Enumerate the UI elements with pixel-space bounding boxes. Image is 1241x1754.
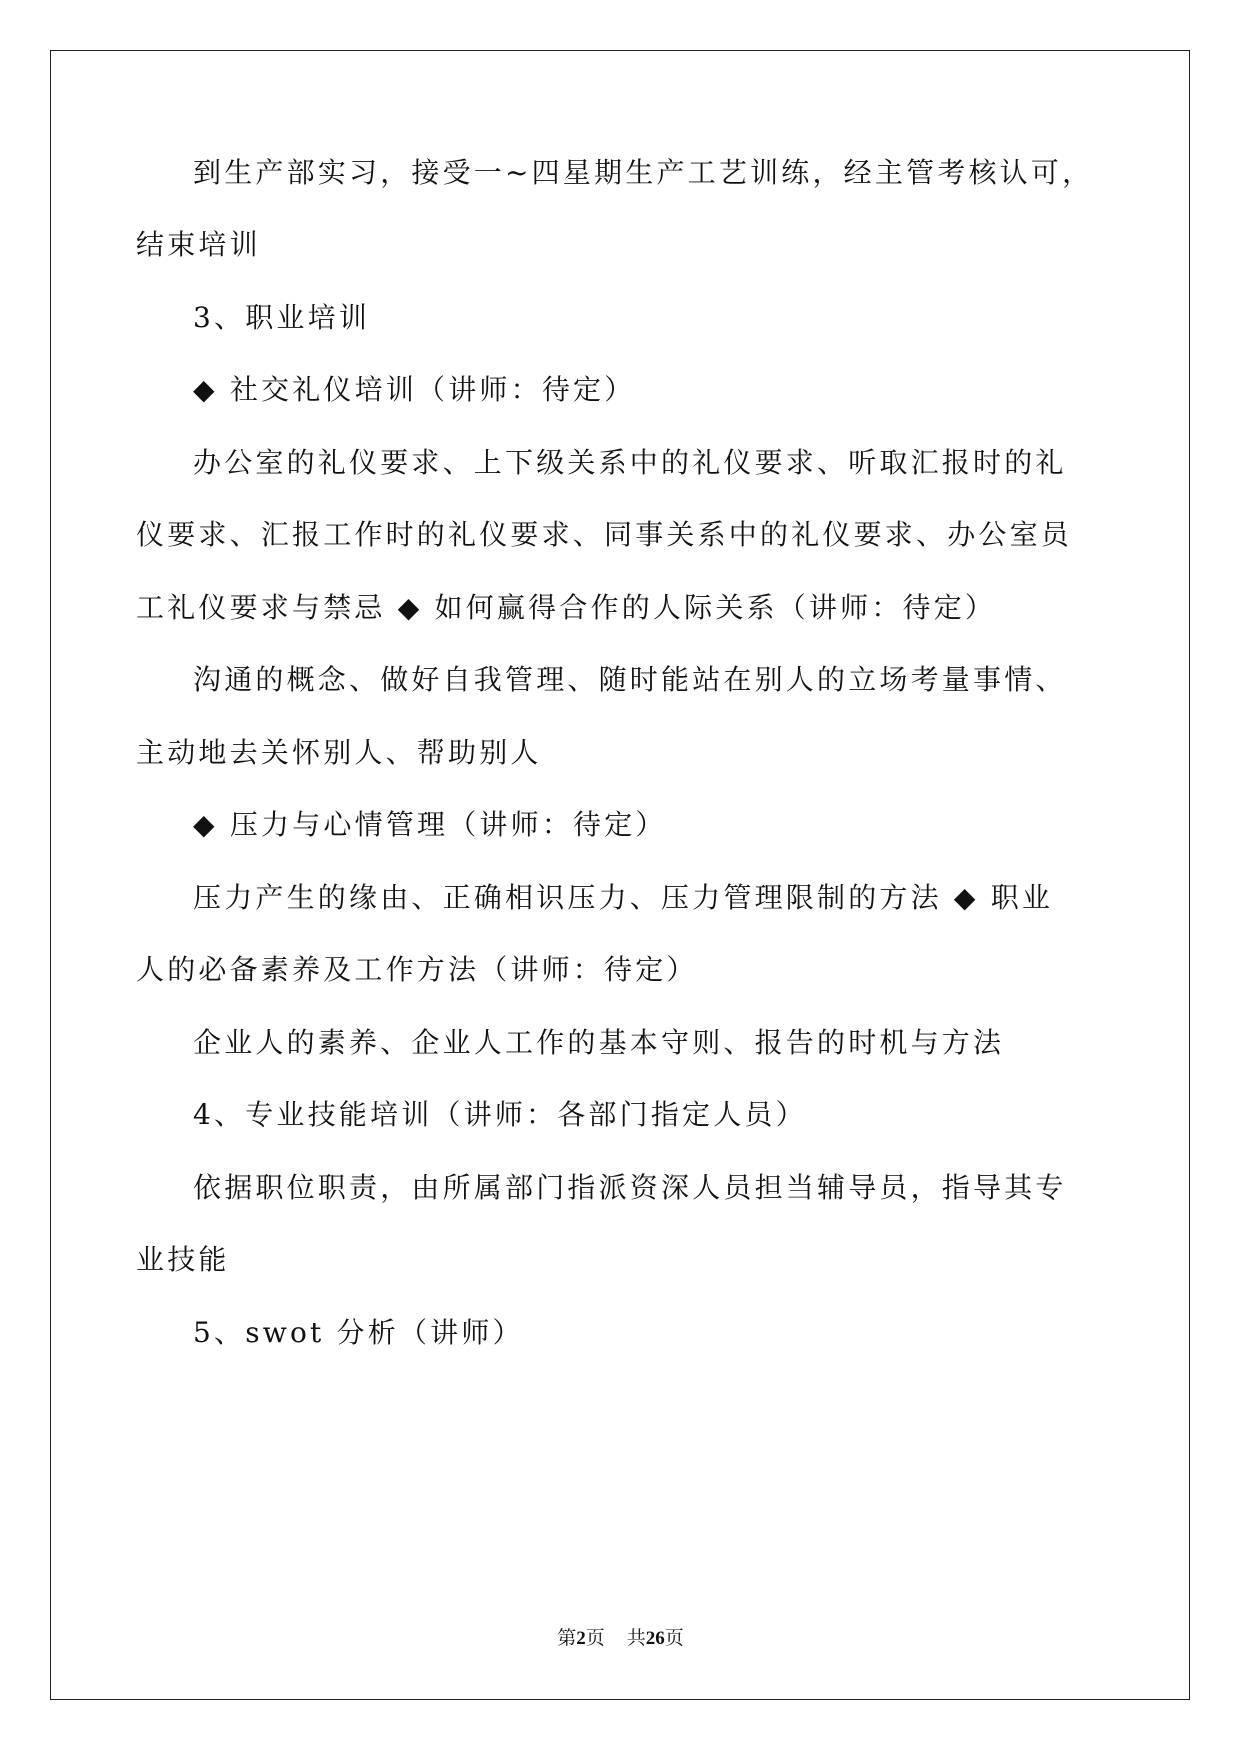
section-heading-4: 4、专业技能培训（讲师：各部门指定人员）	[193, 1098, 807, 1131]
body-line-9: 主动地去关怀别人、帮助别人	[136, 736, 542, 769]
bullet-item-stress: ◆ 压力与心情管理（讲师：待定）	[193, 808, 667, 841]
body-line-2: 结束培训	[136, 228, 261, 261]
body-line-1: 到生产部实习，接受一~四星期生产工艺训练，经主管考核认可，	[193, 156, 1094, 189]
body-line-7: 工礼仪要求与禁忌 ◆ 如何赢得合作的人际关系（讲师：待定）	[136, 591, 997, 624]
page-border	[50, 50, 1190, 1700]
body-line-8: 沟通的概念、做好自我管理、随时能站在别人的立场考量事情、	[193, 663, 1067, 696]
body-line-6: 仪要求、汇报工作时的礼仪要求、同事关系中的礼仪要求、办公室员	[136, 518, 1073, 551]
footer-page-suffix: 页	[585, 1628, 605, 1649]
body-line-5: 办公室的礼仪要求、上下级关系中的礼仪要求、听取汇报时的礼	[193, 446, 1067, 479]
footer-total-prefix: 共	[626, 1628, 646, 1649]
body-line-15: 依据职位职责，由所属部门指派资深人员担当辅导员，指导其专	[193, 1171, 1067, 1204]
body-line-11: 压力产生的缘由、正确相识压力、压力管理限制的方法 ◆ 职业	[193, 881, 1054, 914]
footer-page-prefix: 第	[557, 1628, 577, 1649]
section-heading-5: 5、swot 分析（讲师）	[193, 1316, 524, 1349]
body-line-13: 企业人的素养、企业人工作的基本守则、报告的时机与方法	[193, 1026, 1005, 1059]
body-line-12: 人的必备素养及工作方法（讲师：待定）	[136, 953, 698, 986]
footer-total-suffix: 页	[664, 1628, 684, 1649]
footer-page-number: 2	[576, 1628, 586, 1649]
section-heading-3: 3、职业培训	[193, 301, 371, 334]
bullet-item-etiquette: ◆ 社交礼仪培训（讲师：待定）	[193, 373, 636, 406]
body-line-16: 业技能	[136, 1243, 230, 1276]
page-footer	[0, 1629, 1241, 1648]
footer-total-pages: 26	[645, 1628, 665, 1649]
